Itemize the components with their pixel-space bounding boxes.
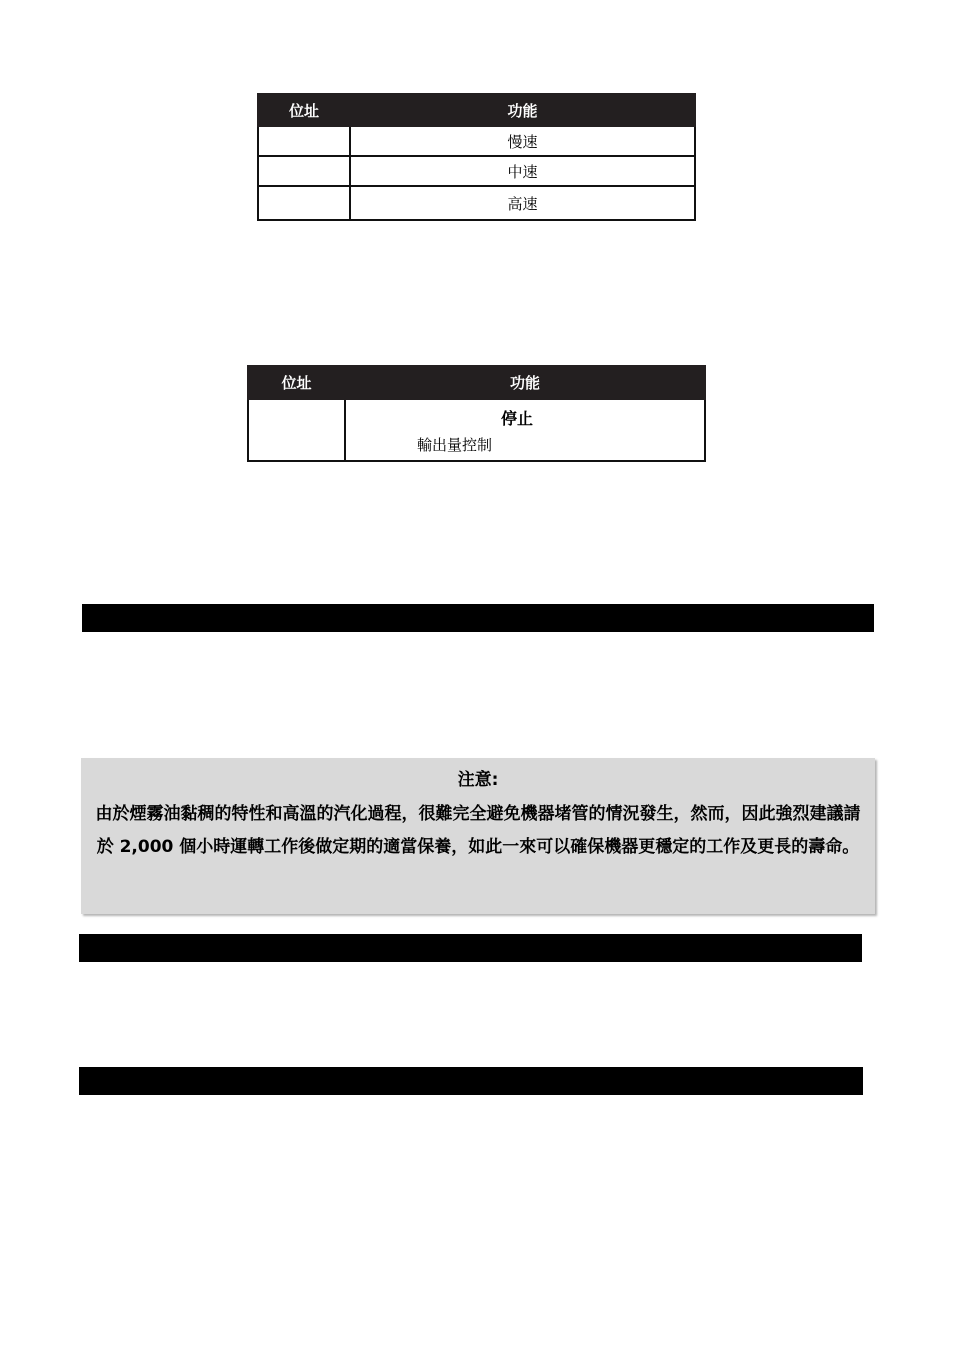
cell-function: 高速 [350,186,695,220]
table-header-row [258,94,695,126]
cell-function: 慢速 [350,126,695,156]
header-address: 位址 [258,94,350,126]
speed-table [257,93,696,221]
header-function: 功能 [350,94,695,126]
table-row [248,399,705,461]
table-row [258,126,695,156]
table-row [258,156,695,186]
section-header-bar [82,604,874,632]
section-header-bar [79,1067,863,1095]
notice-box [81,758,875,914]
header-function: 功能 [345,366,705,399]
notice-body: 由於煙霧油黏稠的特性和高溫的汽化過程，很難完全避免機器堵管的情況發生，然而，因此強烈建議請於 2,000 個小時運轉工作後做定期的適當保養，如此一來可以確保機器更穩定的工作及更長的壽命。 [95,804,861,857]
section-header-bar [79,934,862,962]
function-line-2: 輸出量控制 [417,436,493,454]
cell-function [345,399,705,461]
header-address: 位址 [248,366,345,399]
cell-address [258,156,350,186]
table-row [258,186,695,220]
cell-address [258,126,350,156]
cell-address [258,186,350,220]
cell-address [248,399,345,461]
table-header-row [248,366,705,399]
cell-function: 中速 [350,156,695,186]
output-table [247,365,706,462]
notice-title: 注意: [457,770,499,790]
function-line-1: 停止 [501,409,534,428]
